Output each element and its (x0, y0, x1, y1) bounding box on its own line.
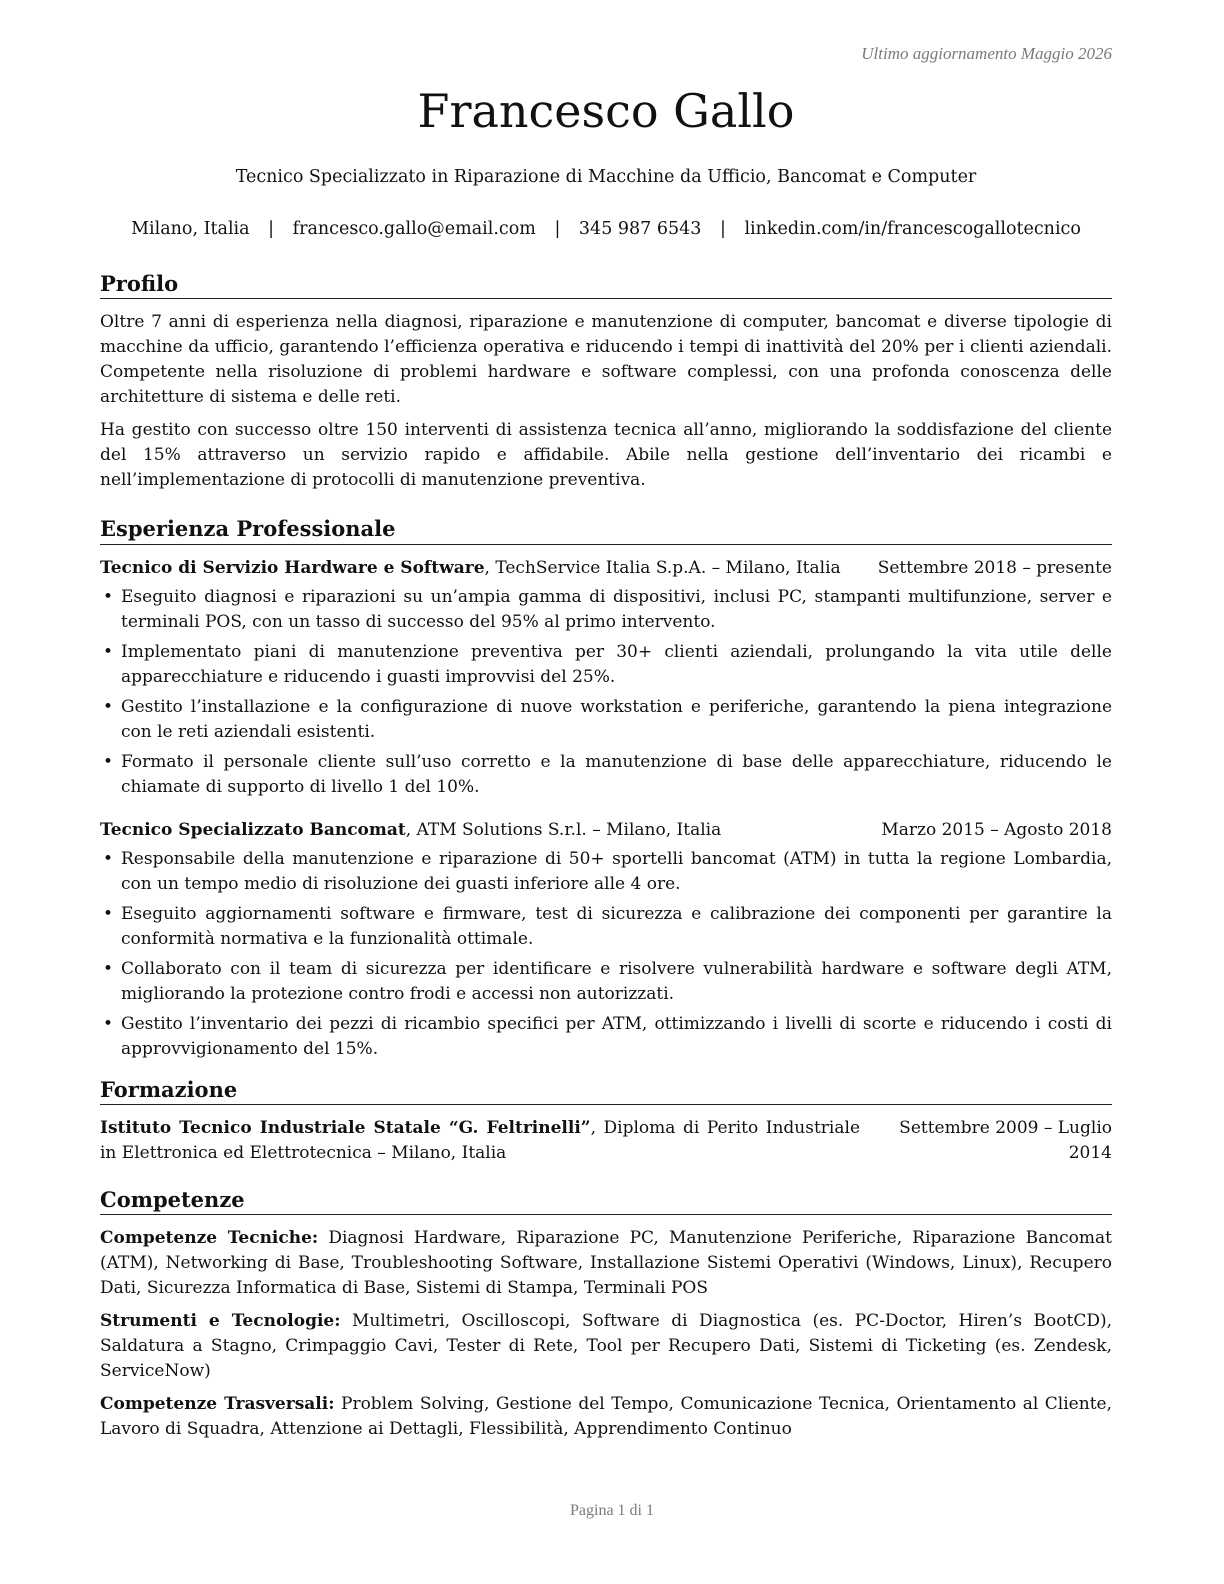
bullet-icon: • (103, 958, 114, 979)
contact-email[interactable]: francesco.gallo@email.com (292, 219, 536, 239)
bullet-icon: • (103, 751, 114, 772)
skill-group-label: Competenze Trasversali: (100, 1394, 335, 1415)
list-item (100, 847, 1112, 897)
contact-linkedin[interactable]: linkedin.com/in/francescogallotecnico (744, 219, 1081, 239)
page-number: Pagina 1 di 1 (570, 1502, 654, 1519)
skill-group-text: Multimetri, Oscilloscopi, Software di Diagnostica (es. PC-Doctor, Hiren’s BootCD), Saldatura a Stagno, Crimpaggio Cavi, Tester di Rete, Tool per Recupero Dati, Sistemi di Ticketing (es. Zendesk, ServiceNow) (100, 1311, 1112, 1382)
profile-section (100, 270, 1112, 493)
job-dates: Settembre 2018 – presente (877, 557, 1112, 578)
education-detail: , Diploma di Perito Industriale in Elettronica ed Elettrotecnica – Milano, Italia (100, 1117, 861, 1163)
bullet-icon: • (103, 586, 114, 607)
contact-separator: | (268, 219, 275, 239)
experience-section (100, 515, 1112, 1061)
bullet-icon: • (103, 641, 114, 662)
bullet-text: Implementato piani di manutenzione preventiva per 30+ clienti aziendali, prolungando la vita utile delle apparecchiature e riducendo i guasti improvvisi del 25%. (121, 641, 1112, 687)
bullet-text: Gestito l’inventario dei pezzi di ricambio specifici per ATM, ottimizzando i livelli di scorte e riducendo i costi di approvvigionamento del 15%. (121, 1013, 1112, 1059)
job-company: , ATM Solutions S.r.l. – Milano, Italia (405, 819, 722, 840)
education-school: Istituto Tecnico Industriale Statale “G. Feltrinelli” (100, 1117, 591, 1138)
job-role-company (100, 818, 721, 843)
job-dates: Marzo 2015 – Agosto 2018 (881, 819, 1112, 840)
job-bullets (100, 585, 1112, 800)
contact-phone[interactable]: 345 987 6543 (578, 219, 702, 239)
section-title-education: Formazione (100, 1076, 1112, 1105)
bullet-text: Formato il personale cliente sull’uso corretto e la manutenzione di base delle apparecchiature, riducendo le chiamate di supporto di livello 1 del 10%. (121, 751, 1112, 797)
job-role: Tecnico di Servizio Hardware e Software (100, 557, 485, 578)
list-item (100, 640, 1112, 690)
skill-group (100, 1226, 1112, 1301)
contact-line (100, 219, 1112, 239)
list-item (100, 902, 1112, 952)
section-title-profile: Profilo (100, 270, 1112, 299)
education-section (100, 1076, 1112, 1166)
skill-group (100, 1309, 1112, 1384)
bullet-icon: • (103, 696, 114, 717)
list-item (100, 957, 1112, 1007)
list-item (100, 585, 1112, 635)
bullet-text: Eseguito diagnosi e riparazioni su un’ampia gamma di dispositivi, inclusi PC, stampanti multifunzione, server e terminali POS, con un tasso di successo del 95% al primo intervento. (121, 586, 1112, 632)
bullet-icon: • (103, 903, 114, 924)
contact-location: Milano, Italia (131, 219, 250, 239)
last-updated: Ultimo aggiornamento Maggio 2026 (861, 44, 1112, 63)
bullet-text: Collaborato con il team di sicurezza per identificare e risolvere vulnerabilità hardware e software degli ATM, migliorando la protezione contro frodi e accessi non autorizzati. (121, 958, 1112, 1004)
candidate-subtitle: Tecnico Specializzato in Riparazione di Macchine da Ufficio, Bancomat e Computer (235, 167, 977, 187)
skill-group (100, 1392, 1112, 1442)
bullet-icon: • (103, 848, 114, 869)
bullet-text: Responsabile della manutenzione e riparazione di 50+ sportelli bancomat (ATM) in tutta la regione Lombardia, con un tempo medio di risoluzione dei guasti inferiore alle 4 ore. (121, 848, 1112, 894)
job-header (100, 556, 1112, 581)
skill-group-label: Competenze Tecniche: (100, 1228, 319, 1249)
contact-separator: | (719, 219, 726, 239)
contact-separator: | (554, 219, 561, 239)
list-item (100, 695, 1112, 745)
list-item (100, 750, 1112, 800)
job-bullets (100, 847, 1112, 1062)
education-entry (100, 1116, 1112, 1166)
section-title-skills: Competenze (100, 1186, 1112, 1215)
bullet-text: Gestito l’installazione e la configurazione di nuove workstation e periferiche, garantendo la piena integrazione con le reti aziendali esistenti. (121, 696, 1112, 742)
resume-body (100, 270, 1112, 1450)
education-description (100, 1116, 860, 1166)
skills-section (100, 1186, 1112, 1442)
job-entry (100, 556, 1112, 800)
section-title-experience: Esperienza Professionale (100, 515, 1112, 544)
skill-group-label: Strumenti e Tecnologie: (100, 1311, 341, 1332)
profile-paragraph: Ha gestito con successo oltre 150 interventi di assistenza tecnica all’anno, migliorando la soddisfazione del cliente del 15% attraverso un servizio rapido e affidabile. Abile nella gestione dell’inventario dei ricambi e nell’implementazione di protocolli di manutenzione preventiva. (100, 420, 1112, 491)
list-item (100, 1012, 1112, 1062)
candidate-name: Francesco Gallo (417, 84, 795, 138)
profile-paragraph: Oltre 7 anni di esperienza nella diagnosi, riparazione e manutenzione di computer, bancomat e diverse tipologie di macchine da ufficio, garantendo l’efficienza operativa e riducendo i tempi di inattività del 20% per i clienti aziendali. Competente nella risoluzione di problemi hardware e software complessi, con una profonda conoscenza delle architetture di sistema e delle reti. (100, 312, 1112, 408)
job-entry (100, 818, 1112, 1062)
education-dates: Settembre 2009 – Luglio 2014 (899, 1117, 1112, 1163)
job-header (100, 818, 1112, 843)
job-role: Tecnico Specializzato Bancomat (100, 819, 406, 840)
bullet-icon: • (103, 1013, 114, 1034)
job-role-company (100, 556, 841, 581)
job-company: , TechService Italia S.p.A. – Milano, Italia (484, 557, 841, 578)
skill-group-text: Problem Solving, Gestione del Tempo, Comunicazione Tecnica, Orientamento al Cliente, Lavoro di Squadra, Attenzione ai Dettagli, Flessibilità, Apprendimento Continuo (100, 1394, 1112, 1440)
skill-group-text: Diagnosi Hardware, Riparazione PC, Manutenzione Periferiche, Riparazione Bancomat (ATM), Networking di Base, Troubleshooting Software, Installazione Sistemi Operativi (Windows, Linux), Recupero Dati, Sicurezza Informatica di Base, Sistemi di Stampa, Terminali POS (100, 1228, 1112, 1299)
bullet-text: Eseguito aggiornamenti software e firmware, test di sicurezza e calibrazione dei componenti per garantire la conformità normativa e la funzionalità ottimale. (121, 903, 1112, 949)
